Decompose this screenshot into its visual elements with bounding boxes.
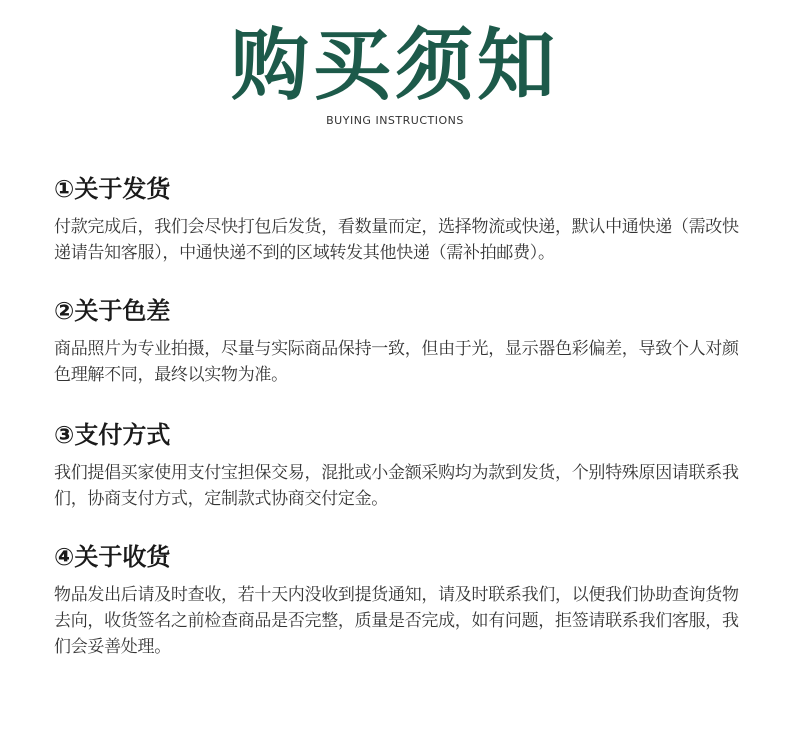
section-body: 物品发出后请及时查收，若十天内没收到提货通知，请及时联系我们，以便我们协助查询货物去向，收货签名之前检查商品是否完整，质量是否完成，如有问题，拒签请联系我们客服，我们会妥善处理。 — [54, 585, 739, 657]
page-title: 购买须知 — [230, 21, 559, 111]
section-heading: ③支付方式 — [54, 421, 171, 449]
section-body: 付款完成后，我们会尽快打包后发货，看数量而定，选择物流或快递，默认中通快递（需改快递请告知客服），中通快递不到的区域转发其他快递（需补拍邮费）。 — [54, 217, 739, 263]
section-color-difference — [54, 296, 754, 388]
section-receiving — [54, 542, 754, 660]
section-heading: ①关于发货 — [54, 175, 171, 203]
page-subtitle: BUYING INSTRUCTIONS — [326, 114, 464, 127]
section-heading: ②关于色差 — [54, 297, 171, 325]
section-body: 我们提倡买家使用支付宝担保交易，混批或小金额采购均为款到发货，个别特殊原因请联系我们，协商支付方式，定制款式协商交付定金。 — [54, 463, 739, 509]
section-shipping — [54, 174, 754, 266]
section-heading: ④关于收货 — [54, 543, 171, 571]
section-body: 商品照片为专业拍摄，尽量与实际商品保持一致，但由于光，显示器色彩偏差，导致个人对颜色理解不同，最终以实物为准。 — [54, 339, 739, 385]
section-payment-method — [54, 420, 754, 512]
